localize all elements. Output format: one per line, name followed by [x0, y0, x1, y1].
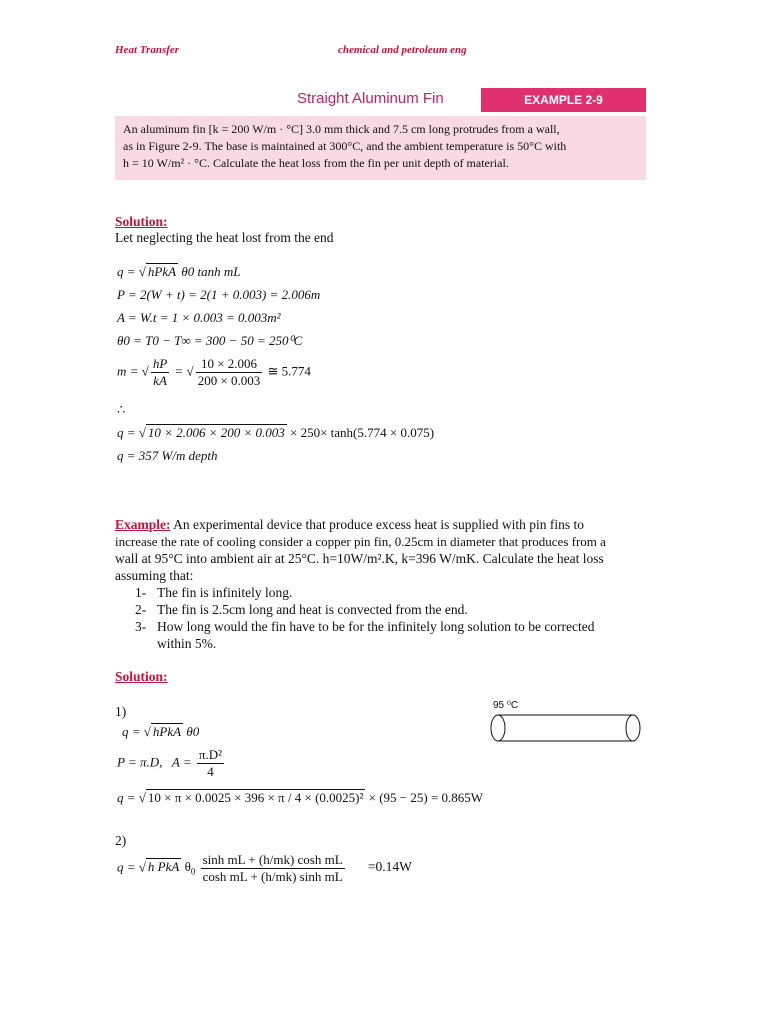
list-item: 1- The fin is infinitely long. — [135, 585, 293, 600]
fin-temperature-label: 95 ⁰C — [493, 700, 519, 711]
header-left: Heat Transfer — [115, 44, 180, 56]
equation-perimeter: P = 2(W + t) = 2(1 + 0.003) = 2.006m — [117, 287, 321, 302]
fin-tip-ellipse — [626, 715, 640, 741]
box-body — [115, 116, 646, 180]
equation-q-tanh: q = √ hPkA θ0 tanh mL — [117, 264, 241, 279]
box-text-line-3: h = 10 W/m² · °C. Calculate the heat loss from the fin per unit depth of material. — [123, 156, 509, 170]
equation-q-convective-tip: q = √ h PkA $\theta_0$ $\frac{\text{sinh mL + (h/mk) cosh mL}}{\text{cosh mL + (h/mk) sinh mL}}$ =0.14W — [117, 852, 412, 884]
box-text-line-2: as in Figure 2-9. The base is maintained at 300°C, and the ambient temperature is 50°C with — [123, 139, 567, 153]
solution-intro: Let neglecting the heat lost from the end — [115, 230, 334, 245]
equation-theta: θ0 = T0 − T∞ = 300 − 50 = 250⁰C — [117, 333, 303, 348]
example-line-3: wall at 95°C into ambient air at 25°C. h=10W/m².K, k=396 W/mK. Calculate the heat loss — [115, 551, 604, 566]
example-line-1: An experimental device that produce excess heat is supplied with pin fins to — [173, 517, 585, 532]
fin-base-ellipse — [491, 715, 505, 741]
equation-p-and-a: P = π.D, A = $\frac{\text{π.D²}}{4}$ — [117, 747, 222, 779]
box-text-line-1: An aluminum fin [k = 200 W/m · °C] 3.0 mm thick and 7.5 cm long protrudes from a wall, — [123, 122, 560, 136]
pin-fin-diagram — [488, 712, 648, 744]
equation-area: A = W.t = 1 × 0.003 = 0.003m² — [117, 310, 281, 325]
equation-q-result: q = 357 W/m depth — [117, 448, 218, 463]
example-line-4: assuming that: — [115, 568, 194, 583]
equation-m: m = √ $\frac{hP}{kA}$ = √ $\frac{10 \times 2.006}{200 \times 0.003}$ ≅ 5.774 — [117, 356, 311, 388]
header-center: chemical and petroleum eng — [338, 44, 467, 56]
part-2-label: 2) — [115, 833, 127, 848]
part-1-label: 1) — [115, 704, 127, 719]
example-box — [115, 88, 646, 180]
solution-label: Solution: — [115, 214, 168, 229]
example-paragraph — [115, 516, 651, 584]
equation-q-numeric: q = √ 10 × 2.006 × 200 × 0.003 × 250× tanh(5.774 × 0.075) — [117, 425, 435, 440]
equation-q-infinite: q = √ hPkA θ0 — [122, 724, 200, 739]
list-item: 2- The fin is 2.5cm long and heat is convected from the end. — [135, 602, 468, 617]
equation-q-large: q = √ 10 × π × 0.0025 × 396 × π / 4 × (0.0025)² × (95 − 25) = 0.865W — [117, 790, 484, 805]
example-line-2: increase the rate of cooling consider a copper pin fin, 0.25cm in diameter that produces from a — [115, 534, 606, 549]
solution-2-label: Solution: — [115, 669, 168, 684]
box-title: Straight Aluminum Fin — [297, 90, 444, 107]
therefore-symbol: ∴ — [117, 402, 126, 417]
list-item: 3- How long would the fin have to be for the infinitely long solution to be corrected — [135, 619, 595, 634]
example-label: Example: — [115, 517, 171, 532]
example-list — [135, 584, 595, 652]
list-item-continuation: within 5%. — [157, 636, 217, 651]
box-tag: EXAMPLE 2-9 — [481, 88, 646, 112]
